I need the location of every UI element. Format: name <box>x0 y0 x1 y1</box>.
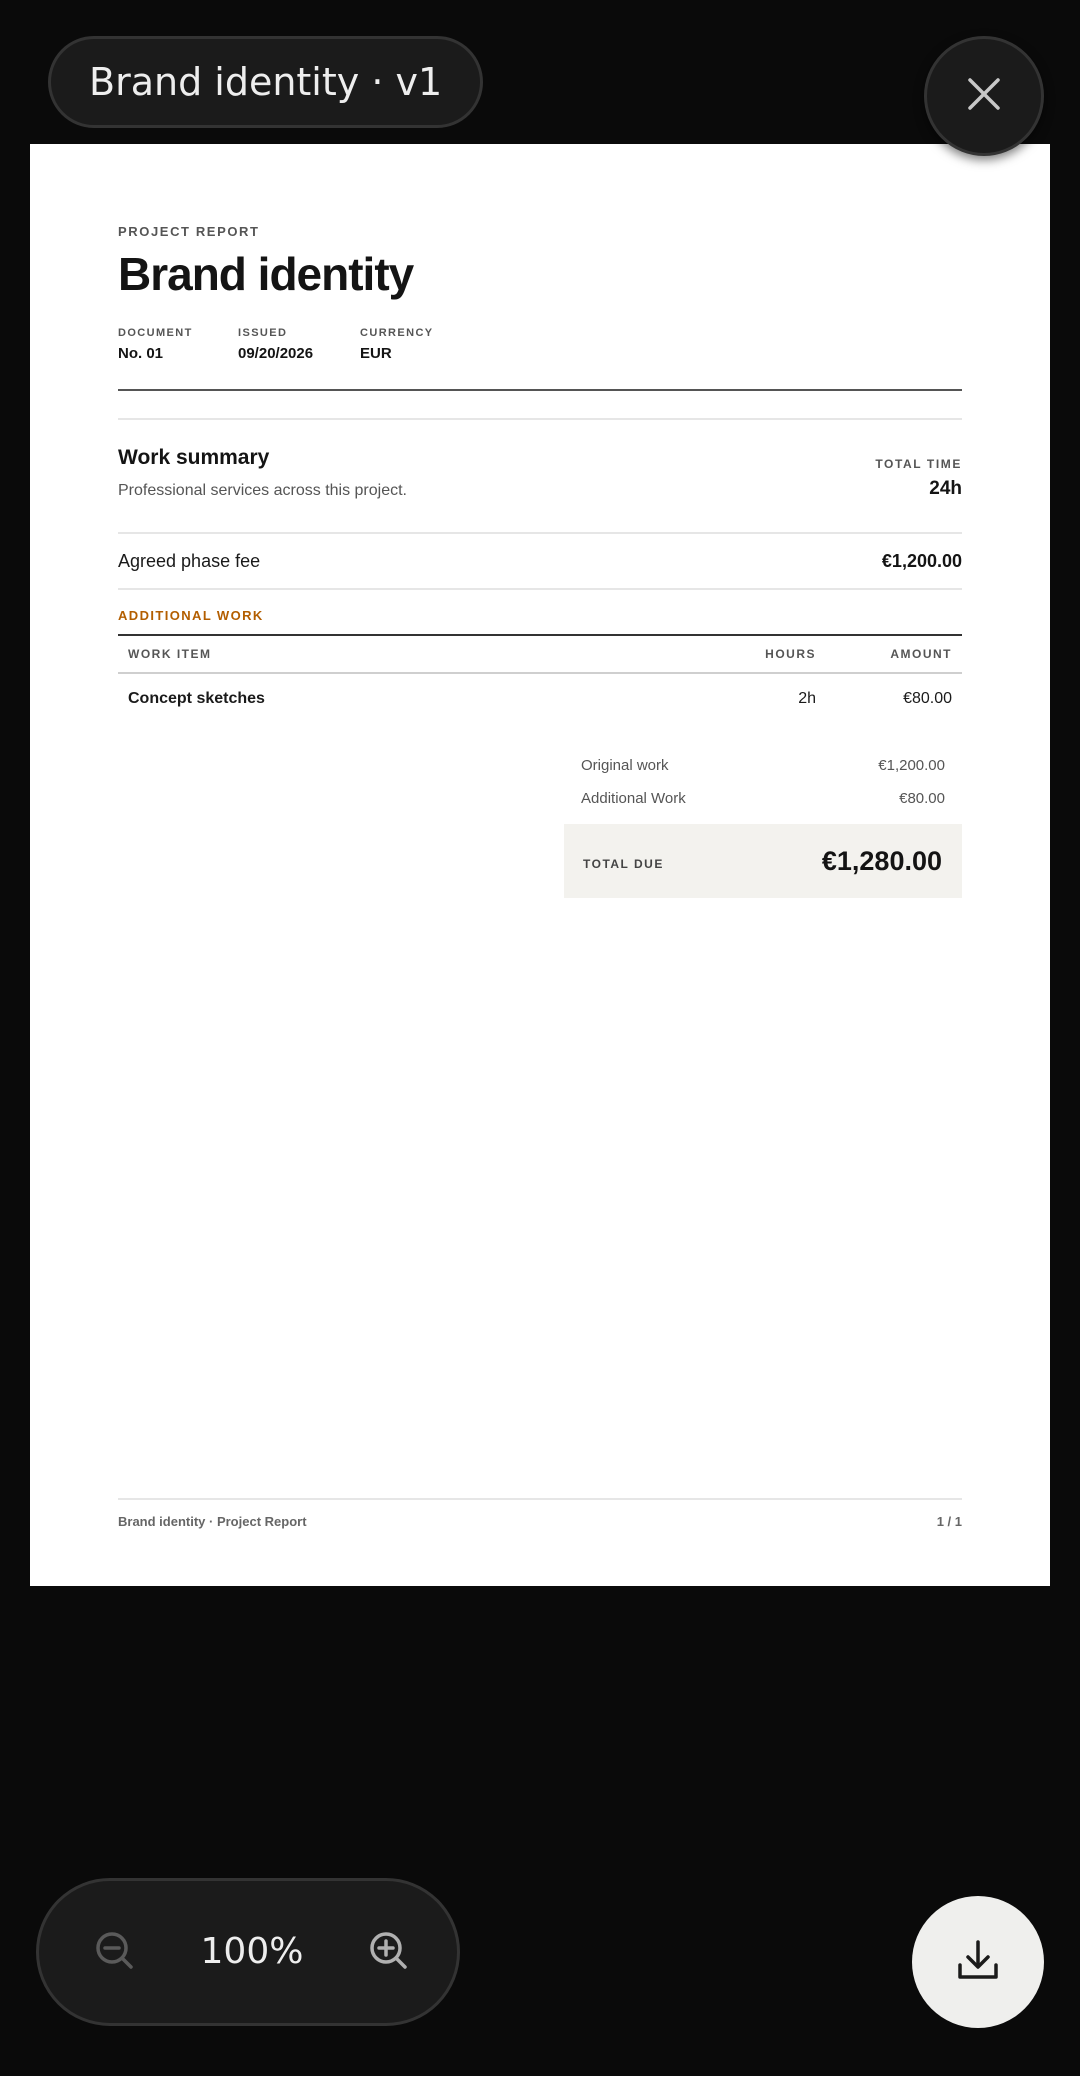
zoom-controls <box>36 1878 460 2026</box>
header-divider <box>118 389 962 391</box>
footer-divider <box>118 1498 962 1500</box>
totals-line <box>564 782 962 815</box>
total-due-box <box>564 824 962 898</box>
additional-work-label: ADDITIONAL WORK <box>118 608 264 623</box>
meta-label: CURRENCY <box>360 327 434 339</box>
table-header <box>118 634 962 674</box>
totals-line-label: Additional Work <box>581 790 686 807</box>
meta-document <box>118 327 193 362</box>
total-time-label: TOTAL TIME <box>875 457 962 471</box>
hours-cell: 2h <box>798 690 816 707</box>
meta-issued <box>238 327 312 362</box>
additional-work-table <box>118 634 962 724</box>
meta-label: DOCUMENT <box>118 327 193 339</box>
close-button[interactable] <box>924 36 1044 156</box>
phase-fee-label: Agreed phase fee <box>118 551 261 571</box>
zoom-in-button[interactable] <box>363 1927 417 1981</box>
document-meta <box>118 327 482 362</box>
page-number: 1 / 1 <box>936 1514 962 1529</box>
download-icon <box>955 1937 1001 1988</box>
work-summary-title: Work summary <box>118 446 270 469</box>
zoom-out-icon <box>94 1930 138 1979</box>
work-item-cell: Concept sketches <box>128 690 265 707</box>
meta-label: ISSUED <box>238 327 288 339</box>
document-page <box>30 144 1050 1586</box>
total-due-value: €1,280.00 <box>821 845 942 876</box>
divider <box>118 418 962 420</box>
totals-block <box>564 749 962 898</box>
divider <box>118 588 962 590</box>
totals-line-value: €80.00 <box>899 790 945 807</box>
report-title: Brand identity <box>118 248 414 300</box>
totals-line <box>564 749 962 782</box>
report-kicker: PROJECT REPORT <box>118 224 260 239</box>
table-row <box>118 674 962 724</box>
total-time-value: 24h <box>929 478 962 499</box>
meta-value: 09/20/2026 <box>238 345 314 362</box>
meta-value: No. 01 <box>118 345 164 362</box>
totals-line-value: €1,200.00 <box>878 757 945 774</box>
document-title: Brand identity · v1 <box>89 60 443 104</box>
divider <box>118 532 962 534</box>
meta-currency <box>360 327 434 362</box>
column-header-work-item: WORK ITEM <box>128 647 212 661</box>
download-button[interactable] <box>912 1896 1044 2028</box>
work-summary-description: Professional services across this project. <box>118 482 407 499</box>
amount-cell: €80.00 <box>903 690 952 707</box>
zoom-in-icon <box>368 1930 412 1979</box>
zoom-level: 100% <box>200 1931 304 1972</box>
zoom-out-button[interactable] <box>89 1927 143 1981</box>
column-header-hours: HOURS <box>765 647 816 661</box>
document-title-pill <box>48 36 483 128</box>
meta-value: EUR <box>360 345 392 362</box>
totals-line-label: Original work <box>581 757 669 774</box>
total-due-label: TOTAL DUE <box>583 857 664 871</box>
column-header-amount: AMOUNT <box>890 647 952 661</box>
close-icon <box>964 74 1004 119</box>
phase-fee-value: €1,200.00 <box>881 551 962 571</box>
footer-title: Brand identity · Project Report <box>118 1514 307 1529</box>
